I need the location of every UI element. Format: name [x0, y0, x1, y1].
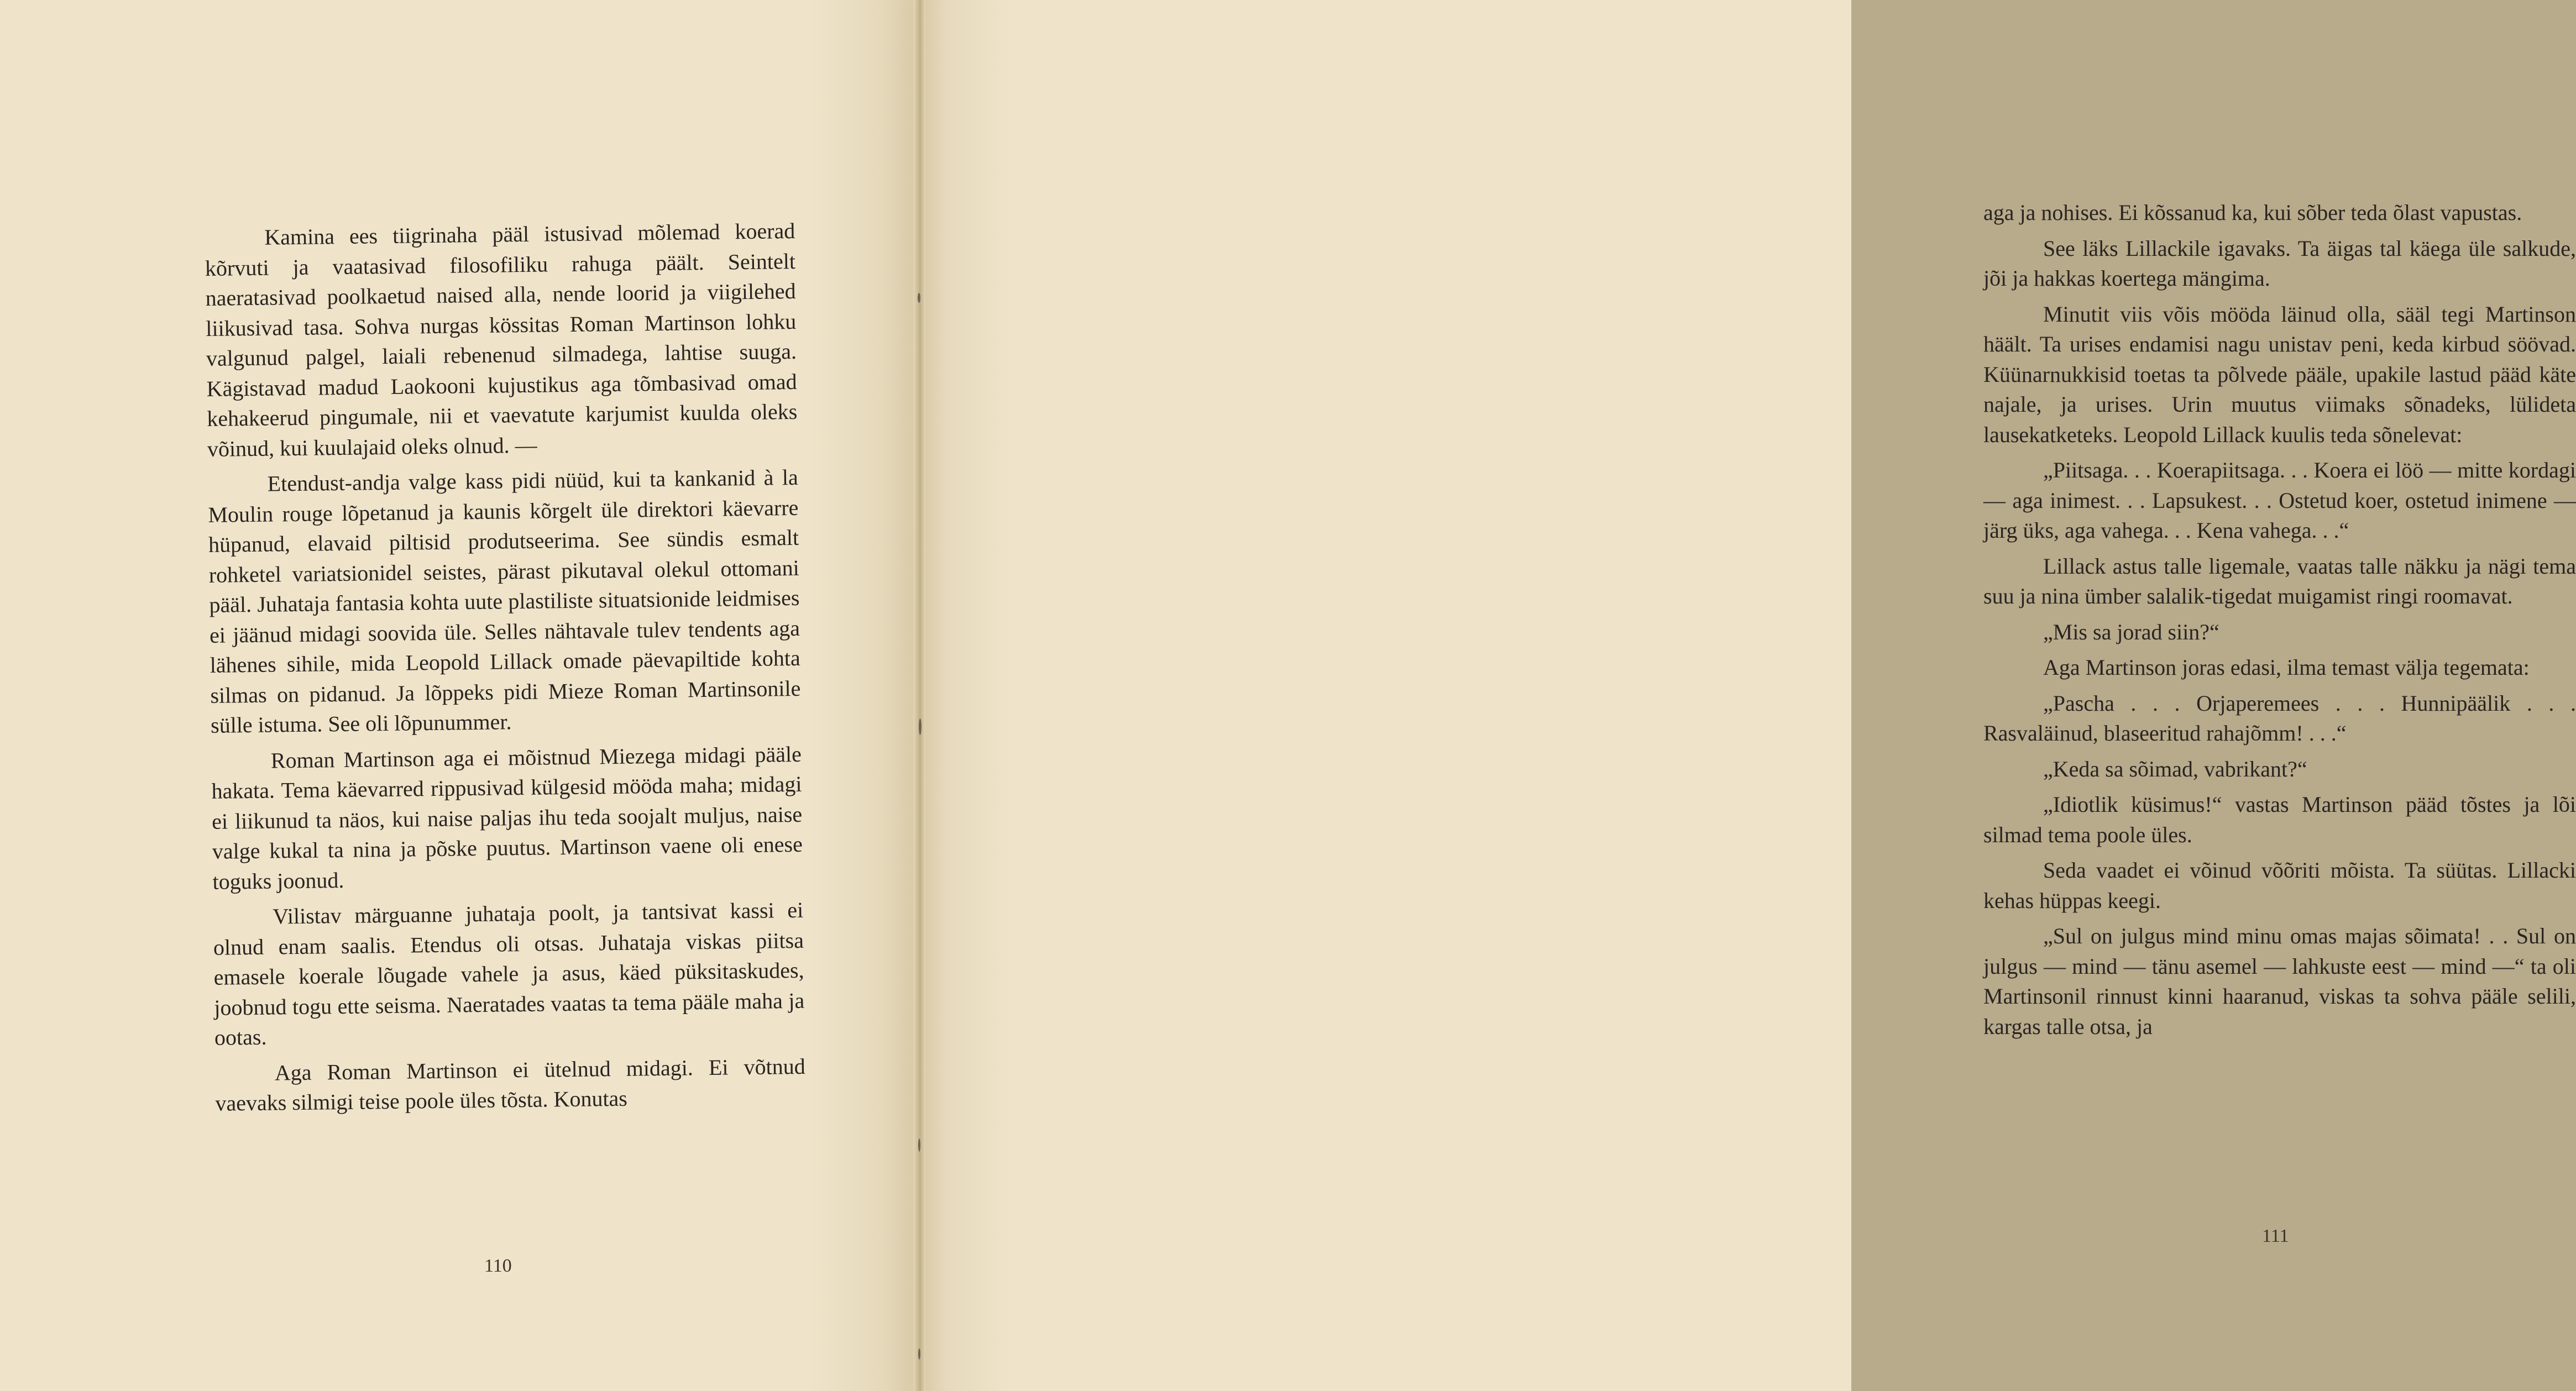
- paper-speck: [918, 1348, 920, 1359]
- right-page-text: [1983, 198, 2576, 1042]
- paragraph: Roman Martinson aga ei mõistnud Miezega midagi pääle hakata. Tema käevarred rippusivad külgesid mööda maha; midagi ei liikunud ta näos, kui naise paljas ihu teda soojalt muljus, naise valge kukal ta nina ja põske puutus. Martinson vaene oli enese toguks joonud.: [211, 741, 803, 894]
- paragraph: „Piitsaga. . . Koerapiitsaga. . . Koera ei löö — mitte kordagi — aga inimest. . . Lapsukest. . . Ostetud koer, ostetud inimene — järg üks, aga vahega. . . Kena vahega. . .“: [1983, 458, 2576, 543]
- paragraph: „Idiotlik küsimus!“ vastas Martinson pääd tõstes ja lõi silmad tema poole üles.: [1983, 792, 2576, 847]
- paper-speck: [919, 718, 922, 735]
- paragraph: „Pascha . . . Orjaperemees . . . Hunnipäälik . . . Rasvaläinud, blaseeritud rahajõmm! . . .“: [1983, 690, 2576, 746]
- paragraph: Etendust-andja valge kass pidi nüüd, kui ta kankanid à la Moulin rouge lõpetanud ja kaunis kõrgelt üle direktori käevarre hüpanud, elavaid piltisid produtseerima. See sündis esmalt rohketel variatsionidel seistes, pärast pikutaval olekul ottomani pääl. Juhataja fantasia kohta uute plastiliste situatsionide leidmises ei jäänud midagi soovida üle. Selles nähtavale tulev tendents aga lähenes sihile, mida Leopold Lillack omade päevapiltide kohta silmas on pidanud. Ja lõppeks pidi Mieze Roman Martinsonile sülle istuma. See oli lõpunummer.: [208, 464, 801, 738]
- book-gutter: [913, 0, 925, 1391]
- paragraph: Vilistav märguanne juhataja poolt, ja tantsivat kassi ei olnud enam saalis. Etendus oli otsas. Juhataja viskas piitsa emasele koerale lõugade vahele ja asus, käed püksitaskudes, joobnud togu ette seisma. Naeratades vaatas ta tema pääle maha ja ootas.: [213, 897, 805, 1050]
- left-page-text: [205, 216, 806, 1119]
- paper-speck: [918, 293, 920, 303]
- paragraph: See läks Lillackile igavaks. Ta äigas tal käega üle salkude, jõi ja hakkas koertega mängima.: [1983, 235, 2576, 291]
- paragraph: „Sul on julgus mind minu omas majas sõimata! . . Sul on julgus — mind — tänu asemel — lahkuste eest — mind —“ ta oli Martinsonil rinnust kinni haaranud, viskas ta sohva pääle selili, kargas talle otsa, ja: [1983, 923, 2576, 1039]
- paper-speck: [918, 1138, 920, 1152]
- paragraph: „Keda sa sõimad, vabrikant?“: [2043, 756, 2307, 781]
- paragraph: Kamina ees tiigrinaha pääl istusivad mõlemad koerad kõrvuti ja vaatasivad filosofiliku rahuga päält. Seintelt naeratasivad poolkaetud naised alla, nende loorid ja viigilehed liikusivad tasa. Sohva nurgas kössitas Roman Martinson lohku valgunud palgel, laiali rebenenud silmadega, lahtise suuga. Kägistavad madud Laokooni kujustikus aga tõmbasivad omad kehakeerud pingumale, nii et vaevatute karjumist kuulda oleks võinud, kui kuulajaid oleks olnud. —: [205, 218, 798, 461]
- paragraph: aga ja nohises. Ei kõssanud ka, kui sõber teda õlast vapustas.: [1983, 200, 2522, 225]
- paragraph: „Mis sa jorad siin?“: [2043, 619, 2219, 644]
- page-number: 111: [2262, 1226, 2289, 1246]
- paragraph: Seda vaadet ei võinud võõriti mõista. Ta süütas. Lillacki kehas hüppas keegi.: [1983, 858, 2576, 913]
- page-number: 110: [484, 1256, 512, 1276]
- left-page: [0, 0, 918, 1391]
- paragraph: Minutit viis võis mööda läinud olla, sääl tegi Martinson häält. Ta urises endamisi nagu unistav peni, keda kirbud söövad. Küünarnukkisid toetas ta põlvede pääle, upakile lastud pääd käte najale, ja urises. Urin muutus viimaks sõnadeks, lülideta lausekatketeks. Leopold Lillack kuulis teda sõnelevat:: [1983, 301, 2576, 447]
- paragraph: Lillack astus talle ligemale, vaatas talle näkku ja nägi tema suu ja nina ümber salalik-tigedat muigamist ringi roomavat.: [1983, 553, 2576, 608]
- right-page: [918, 0, 2576, 1391]
- paragraph: Aga Roman Martinson ei ütelnud midagi. Ei võtnud vaevaks silmigi teise poole üles tõsta. Konutas: [215, 1053, 805, 1116]
- paragraph: Aga Martinson joras edasi, ilma temast välja tegemata:: [2043, 655, 2530, 680]
